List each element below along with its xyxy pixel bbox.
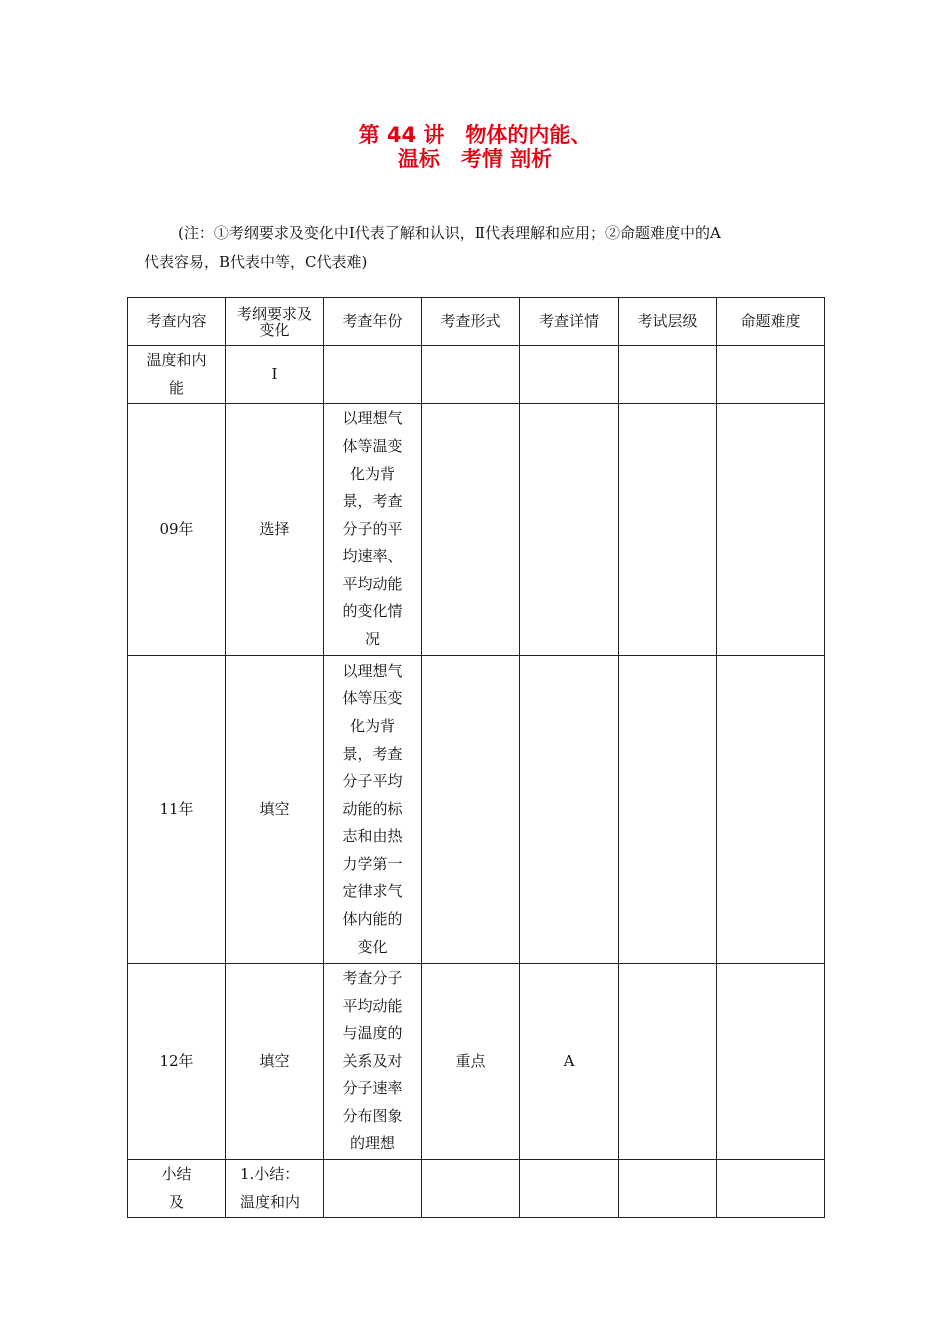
cell-level — [619, 964, 717, 1160]
page-title-line-2: 温标 考情 剖析 — [397, 147, 553, 171]
table-row — [128, 656, 825, 964]
cell-requirement: Ⅰ — [226, 346, 324, 404]
cell-form: 重点 — [422, 964, 520, 1160]
cell-form — [422, 656, 520, 964]
cell-requirement: 填空 — [226, 656, 324, 964]
cell-requirement: 1.小结：温度和内 — [226, 1160, 324, 1218]
cell-detail — [520, 404, 619, 656]
cell-year: 考查分子平均动能与温度的关系及对分子速率分布图象的理想 — [324, 964, 422, 1160]
header-cell-year: 考查年份 — [324, 298, 422, 346]
header-cell-requirement: 考纲要求及变化 — [226, 298, 324, 346]
cell-level — [619, 1160, 717, 1218]
table-row — [128, 1160, 825, 1218]
cell-detail — [520, 1160, 619, 1218]
cell-detail — [520, 346, 619, 404]
cell-content: 小结及 — [128, 1160, 226, 1218]
cell-difficulty — [717, 404, 825, 656]
cell-difficulty — [717, 656, 825, 964]
cell-content: 11年 — [128, 656, 226, 964]
cell-content: 12年 — [128, 964, 226, 1160]
cell-content: 温度和内能 — [128, 346, 226, 404]
cell-level — [619, 656, 717, 964]
header-cell-difficulty: 命题难度 — [717, 298, 825, 346]
cell-detail — [520, 656, 619, 964]
table-row — [128, 404, 825, 656]
cell-difficulty — [717, 964, 825, 1160]
cell-form — [422, 404, 520, 656]
cell-year — [324, 346, 422, 404]
header-cell-content: 考查内容 — [128, 298, 226, 346]
table-row — [128, 964, 825, 1160]
note-line-1: (注：①考纲要求及变化中Ⅰ代表了解和认识，Ⅱ代表理解和应用；②命题难度中的A — [178, 224, 721, 242]
cell-content: 09年 — [128, 404, 226, 656]
header-cell-form: 考查形式 — [422, 298, 520, 346]
note-line-2: 代表容易，B代表中等，C代表难) — [144, 253, 368, 271]
exam-analysis-table — [127, 297, 825, 1218]
header-cell-detail: 考查详情 — [520, 298, 619, 346]
table-row — [128, 346, 825, 404]
cell-form — [422, 1160, 520, 1218]
cell-level — [619, 404, 717, 656]
cell-year — [324, 1160, 422, 1218]
cell-difficulty — [717, 346, 825, 404]
cell-form — [422, 346, 520, 404]
cell-difficulty — [717, 1160, 825, 1218]
cell-year: 以理想气体等压变化为背景，考查分子平均动能的标志和由热力学第一定律求气体内能的变化 — [324, 656, 422, 964]
cell-requirement: 填空 — [226, 964, 324, 1160]
table-header-row — [128, 298, 825, 346]
cell-year: 以理想气体等温变化为背景，考查分子的平均速率、平均动能的变化情况 — [324, 404, 422, 656]
header-cell-level: 考试层级 — [619, 298, 717, 346]
cell-level — [619, 346, 717, 404]
cell-requirement: 选择 — [226, 404, 324, 656]
page-title-line-1: 第 44 讲 物体的内能、 — [358, 123, 592, 147]
cell-detail: A — [520, 964, 619, 1160]
